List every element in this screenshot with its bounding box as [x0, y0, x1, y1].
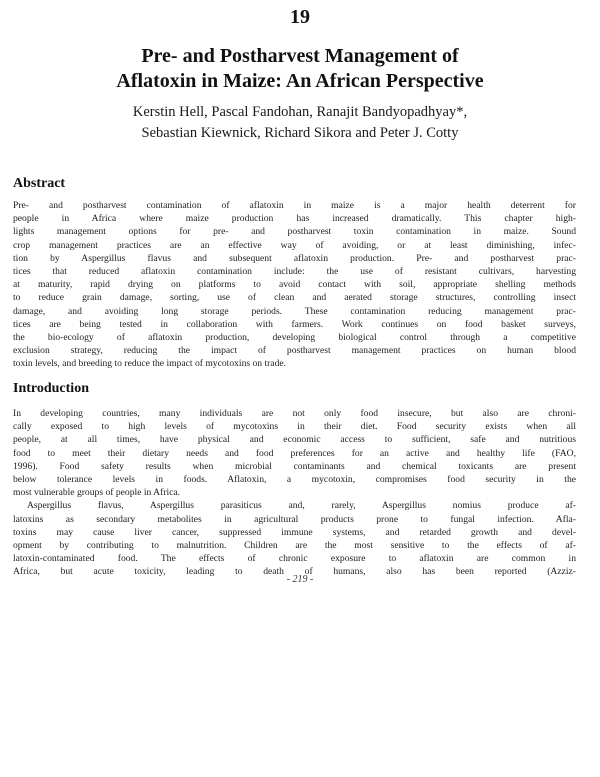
abstract-line: tion by Aspergillus flavus and subsequent aflatoxin production. Pre- and postharvest prac- — [13, 252, 576, 264]
introduction-text — [13, 407, 576, 578]
chapter-title-line-1: Pre- and Postharvest Management of — [141, 45, 459, 67]
introduction-line: food to meet their dietary needs and food preferences for an active and healthy life (FAO, — [13, 447, 576, 459]
abstract-line: to reduce grain damage, sorting, use of clean and aerated storage structures, controlling insect — [13, 292, 576, 304]
abstract-line: Pre- and postharvest contamination of aflatoxin in maize is a major health deterrent for — [13, 200, 576, 211]
introduction-line: people, at all times, have physical and economic access to sufficient, safe and nutritious — [13, 434, 576, 446]
abstract-line: lights management options for pre- and postharvest toxin contamination in maize. Sound — [13, 226, 576, 238]
introduction-line: latoxins as secondary metabolites in agricultural products prone to fungal infection. Afla- — [13, 513, 576, 525]
introduction-heading: Introduction — [13, 381, 89, 396]
abstract-text — [13, 199, 576, 370]
abstract-line: tices that reduced aflatoxin contamination include: the use of resistant cultivars, harvesting — [13, 265, 576, 277]
abstract-line: tices are being tested in collaboration with farmers. Work continues on food basket surveys, — [13, 318, 576, 330]
abstract-line: the bio-ecology of aflatoxin production, developing biological control through a competitive — [13, 331, 576, 343]
abstract-line: crop management practices are an effective way of avoiding, or at least diminishing, infec- — [13, 239, 576, 251]
introduction-line: below tolerance levels in foods. Aflatoxin, a mycotoxin, compromises food security in the — [13, 473, 576, 485]
introduction-line: Africa, but acute toxicity, leading to death of humans, also has been reported (Azziz- — [13, 566, 576, 578]
introduction-line: opment by contributing to malnutrition. Children are the most sensitive to the effects of af- — [13, 539, 576, 551]
chapter-number: 19 — [290, 6, 310, 28]
introduction-line: cally exposed to high levels of mycotoxins in their diet. Food security exists when all — [13, 421, 576, 433]
chapter-title-line-2: Aflatoxin in Maize: An African Perspective — [116, 70, 484, 92]
author-list — [40, 102, 560, 144]
abstract-line: exclusion strategy, reducing the impact of postharvest management practices on human blood — [13, 345, 576, 357]
introduction-line: Aspergillus flavus, Aspergillus parasiticus and, rarely, Aspergillus nomius produce af- — [27, 500, 576, 512]
introduction-line: 1996). Food safety results when microbial contaminants and chemical toxicants are present — [13, 460, 576, 472]
introduction-line: toxins may cause liver cancer, suppressed immune systems, and retarded growth and devel- — [13, 526, 576, 538]
introduction-line: In developing countries, many individuals are not only food insecure, but also are chroni- — [13, 408, 576, 419]
introduction-line: latoxin-contaminated food. The effects of chronic exposure to aflatoxin are common in — [13, 553, 576, 565]
chapter-title — [40, 44, 560, 94]
abstract-line: damage, and avoiding long storage periods. These contamination reducing management prac- — [13, 305, 576, 317]
abstract-line: people in Africa where maize production has increased dramatically. This chapter high- — [13, 213, 576, 225]
page-number: - 219 - — [286, 574, 314, 585]
author-line-2: Sebastian Kiewnick, Richard Sikora and Peter J. Cotty — [141, 125, 459, 141]
abstract-line: toxin levels, and breeding to reduce the impact of mycotoxins on trade. — [13, 358, 287, 370]
author-line-1: Kerstin Hell, Pascal Fandohan, Ranajit Bandyopadhyay*, — [132, 104, 468, 120]
abstract-line: at maturity, rapid drying on platforms to avoid contact with soil, appropriate shelling methods — [13, 279, 576, 291]
introduction-line: most vulnerable groups of people in Africa. — [13, 487, 181, 499]
abstract-heading: Abstract — [13, 176, 66, 191]
